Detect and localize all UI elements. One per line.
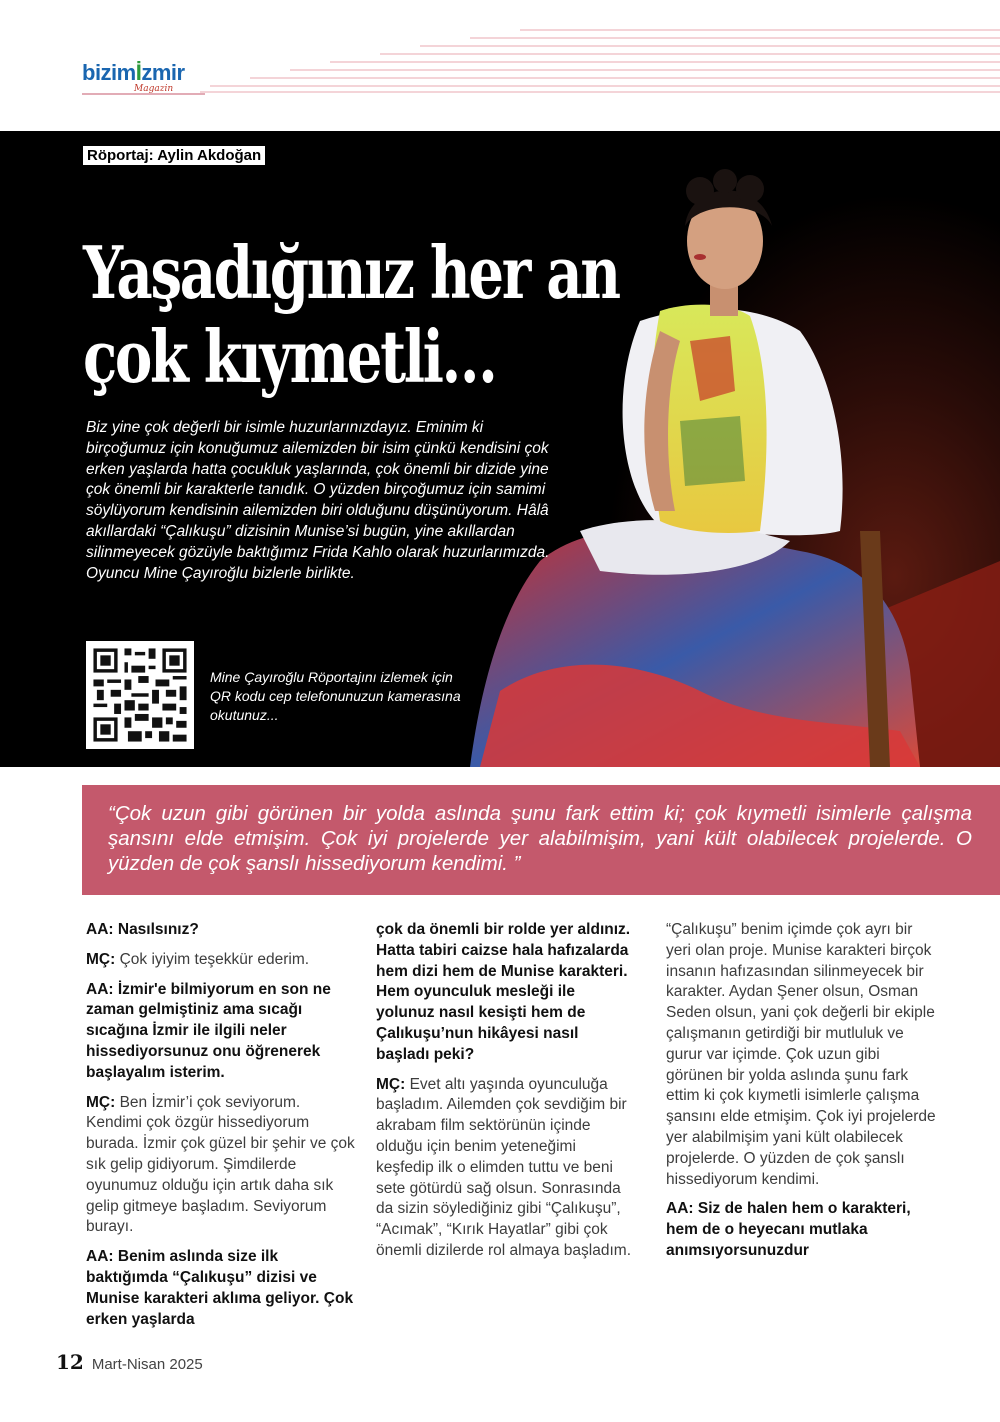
interview-paragraph: MÇ: Ben İzmir’i çok seviyorum. Kendimi çok özgür hissediyorum burada. İzmir çok güzel bir şehir ve çok sık gelip gidiyorum. Şimdilerde oyunumuz olduğu için artık daha sık gelip gitmeye başladım. Seviyorum burayı. bbox=[86, 1093, 355, 1236]
logo-text-post: zmir bbox=[141, 60, 185, 85]
headline-line-1: Yaşadığınız her an bbox=[83, 230, 619, 315]
issue-date: Mart-Nisan 2025 bbox=[91, 1356, 203, 1373]
interview-paragraph: AA: İzmir'e bilmiyorum en son ne zaman gelmiştiniz ama sıcağı sıcağına İzmir ile ilgili neler hissediyorsunuz onu öğrenerek başlayalım isterim. bbox=[86, 980, 331, 1081]
qr-code-icon[interactable] bbox=[86, 641, 194, 749]
pull-quote-text: “Çok uzun gibi görünen bir yolda aslında şunu fark ettim ki; çok kıymetli isimlerle çalışma şansını elde etmişim. Çok iyi projelerde yer alabilmişim, yani kült olabilecek projelerde. O yüzden de çok şanslı hissediyorum kendimi. ” bbox=[108, 802, 972, 875]
body-column-3 bbox=[666, 920, 938, 1271]
page-number: 12 bbox=[56, 1350, 84, 1374]
headline bbox=[83, 231, 619, 399]
interview-paragraph: “Çalıkuşu” benim içimde çok ayrı bir yeri olan proje. Munise karakteri birçok insanın hafızasından silinmeyecek bir karakter. Aydan Şener olsun, Osman Seden olsun, yani çok değerli bir ekiple çalışmanın getirdiği bir mutluluk ve gurur var içimde. Çok uzun gibi görünen bir yolda aslında şunu fark ettim ki çok kıymetli isimlerle çalışma şansını elde etmişim. Çok iyi projelerde yer alabilmişim yani kült olabilecek projelerde. O yüzden de çok şanslı hissediyorum kendimi. bbox=[666, 921, 936, 1188]
headline-line-2: çok kıymetli… bbox=[83, 314, 496, 399]
pull-quote-box bbox=[82, 785, 1000, 895]
logo-palm-i: İ bbox=[135, 60, 142, 85]
hero-section bbox=[0, 131, 1000, 767]
body-column-1 bbox=[86, 920, 358, 1339]
magazine-logo bbox=[82, 60, 202, 100]
page-footer bbox=[56, 1350, 203, 1374]
logo-text-pre: bizim bbox=[82, 60, 136, 85]
interview-paragraph: MÇ: Çok iyiyim teşekkür ederim. bbox=[86, 950, 310, 968]
interview-paragraph: MÇ: Evet altı yaşında oyunculuğa başladım. Ailemden çok sevdiğim bir akrabam film sektörünün içinde olduğu için benim yeteneğimi keşfedip ilk o elimden tuttu ve beni sete götürdü sağ olsun. Sonrasında da sizin söylediğiniz gibi “Çalıkuşu”, “Acımak”, “Kırık Hayatlar” gibi çok önemli dizilerde rol almaya başladım. bbox=[376, 1075, 632, 1259]
byline: Röportaj: Aylin Akdoğan bbox=[83, 146, 265, 165]
qr-caption: Mine Çayıroğlu Röportajını izlemek için QR kodu cep telefonunuzun kamerasına okutunuz... bbox=[210, 669, 461, 723]
interview-paragraph: AA: Benim aslında size ilk baktığımda “Çalıkuşu” dizisi ve Munise karakteri aklıma geliyor. Çok erken yaşlarda bbox=[86, 1248, 354, 1328]
intro-paragraph: Biz yine çok değerli bir isimle huzurlarınızdayız. Eminim ki birçoğumuz için konuğumuz ailemizden bir isim çünkü kendisini çok erken yaşlarda hatta çocukluk yaşlarında, çok önemli bir dizide yine çok önemli bir karakterle tanıdık. O yüzden birçoğumuz için samimi söylüyorum kendisinin ailemizden biri olduğunu düşünüyorum. Hâlâ akıllardaki “Çalıkuşu” dizisinin Munise’si bugün, yine akıllardan silinmeyecek gözüyle baktığımız Frida Kahlo olarak huzurlarımızda. Oyuncu Mine Çayıroğlu bizlerle birlikte. bbox=[86, 419, 550, 582]
body-column-2 bbox=[376, 920, 636, 1271]
logo-subtitle: Magazin bbox=[134, 84, 174, 94]
interview-paragraph: çok da önemli bir rolde yer aldınız. Hatta tabiri caizse hala hafızalarda hem dizi hem de Munise karakteri. Hem oyunculuk mesleği ile yolunuz nasıl kesişti hem de Çalıkuşu’nun hikâyesi nasıl başladı peki? bbox=[376, 921, 631, 1063]
interview-paragraph: AA: Nasılsınız? bbox=[86, 921, 199, 938]
interview-paragraph: AA: Siz de halen hem o karakteri, hem de o heyecanı mutlaka anımsıyorsunuzdur bbox=[666, 1200, 911, 1259]
